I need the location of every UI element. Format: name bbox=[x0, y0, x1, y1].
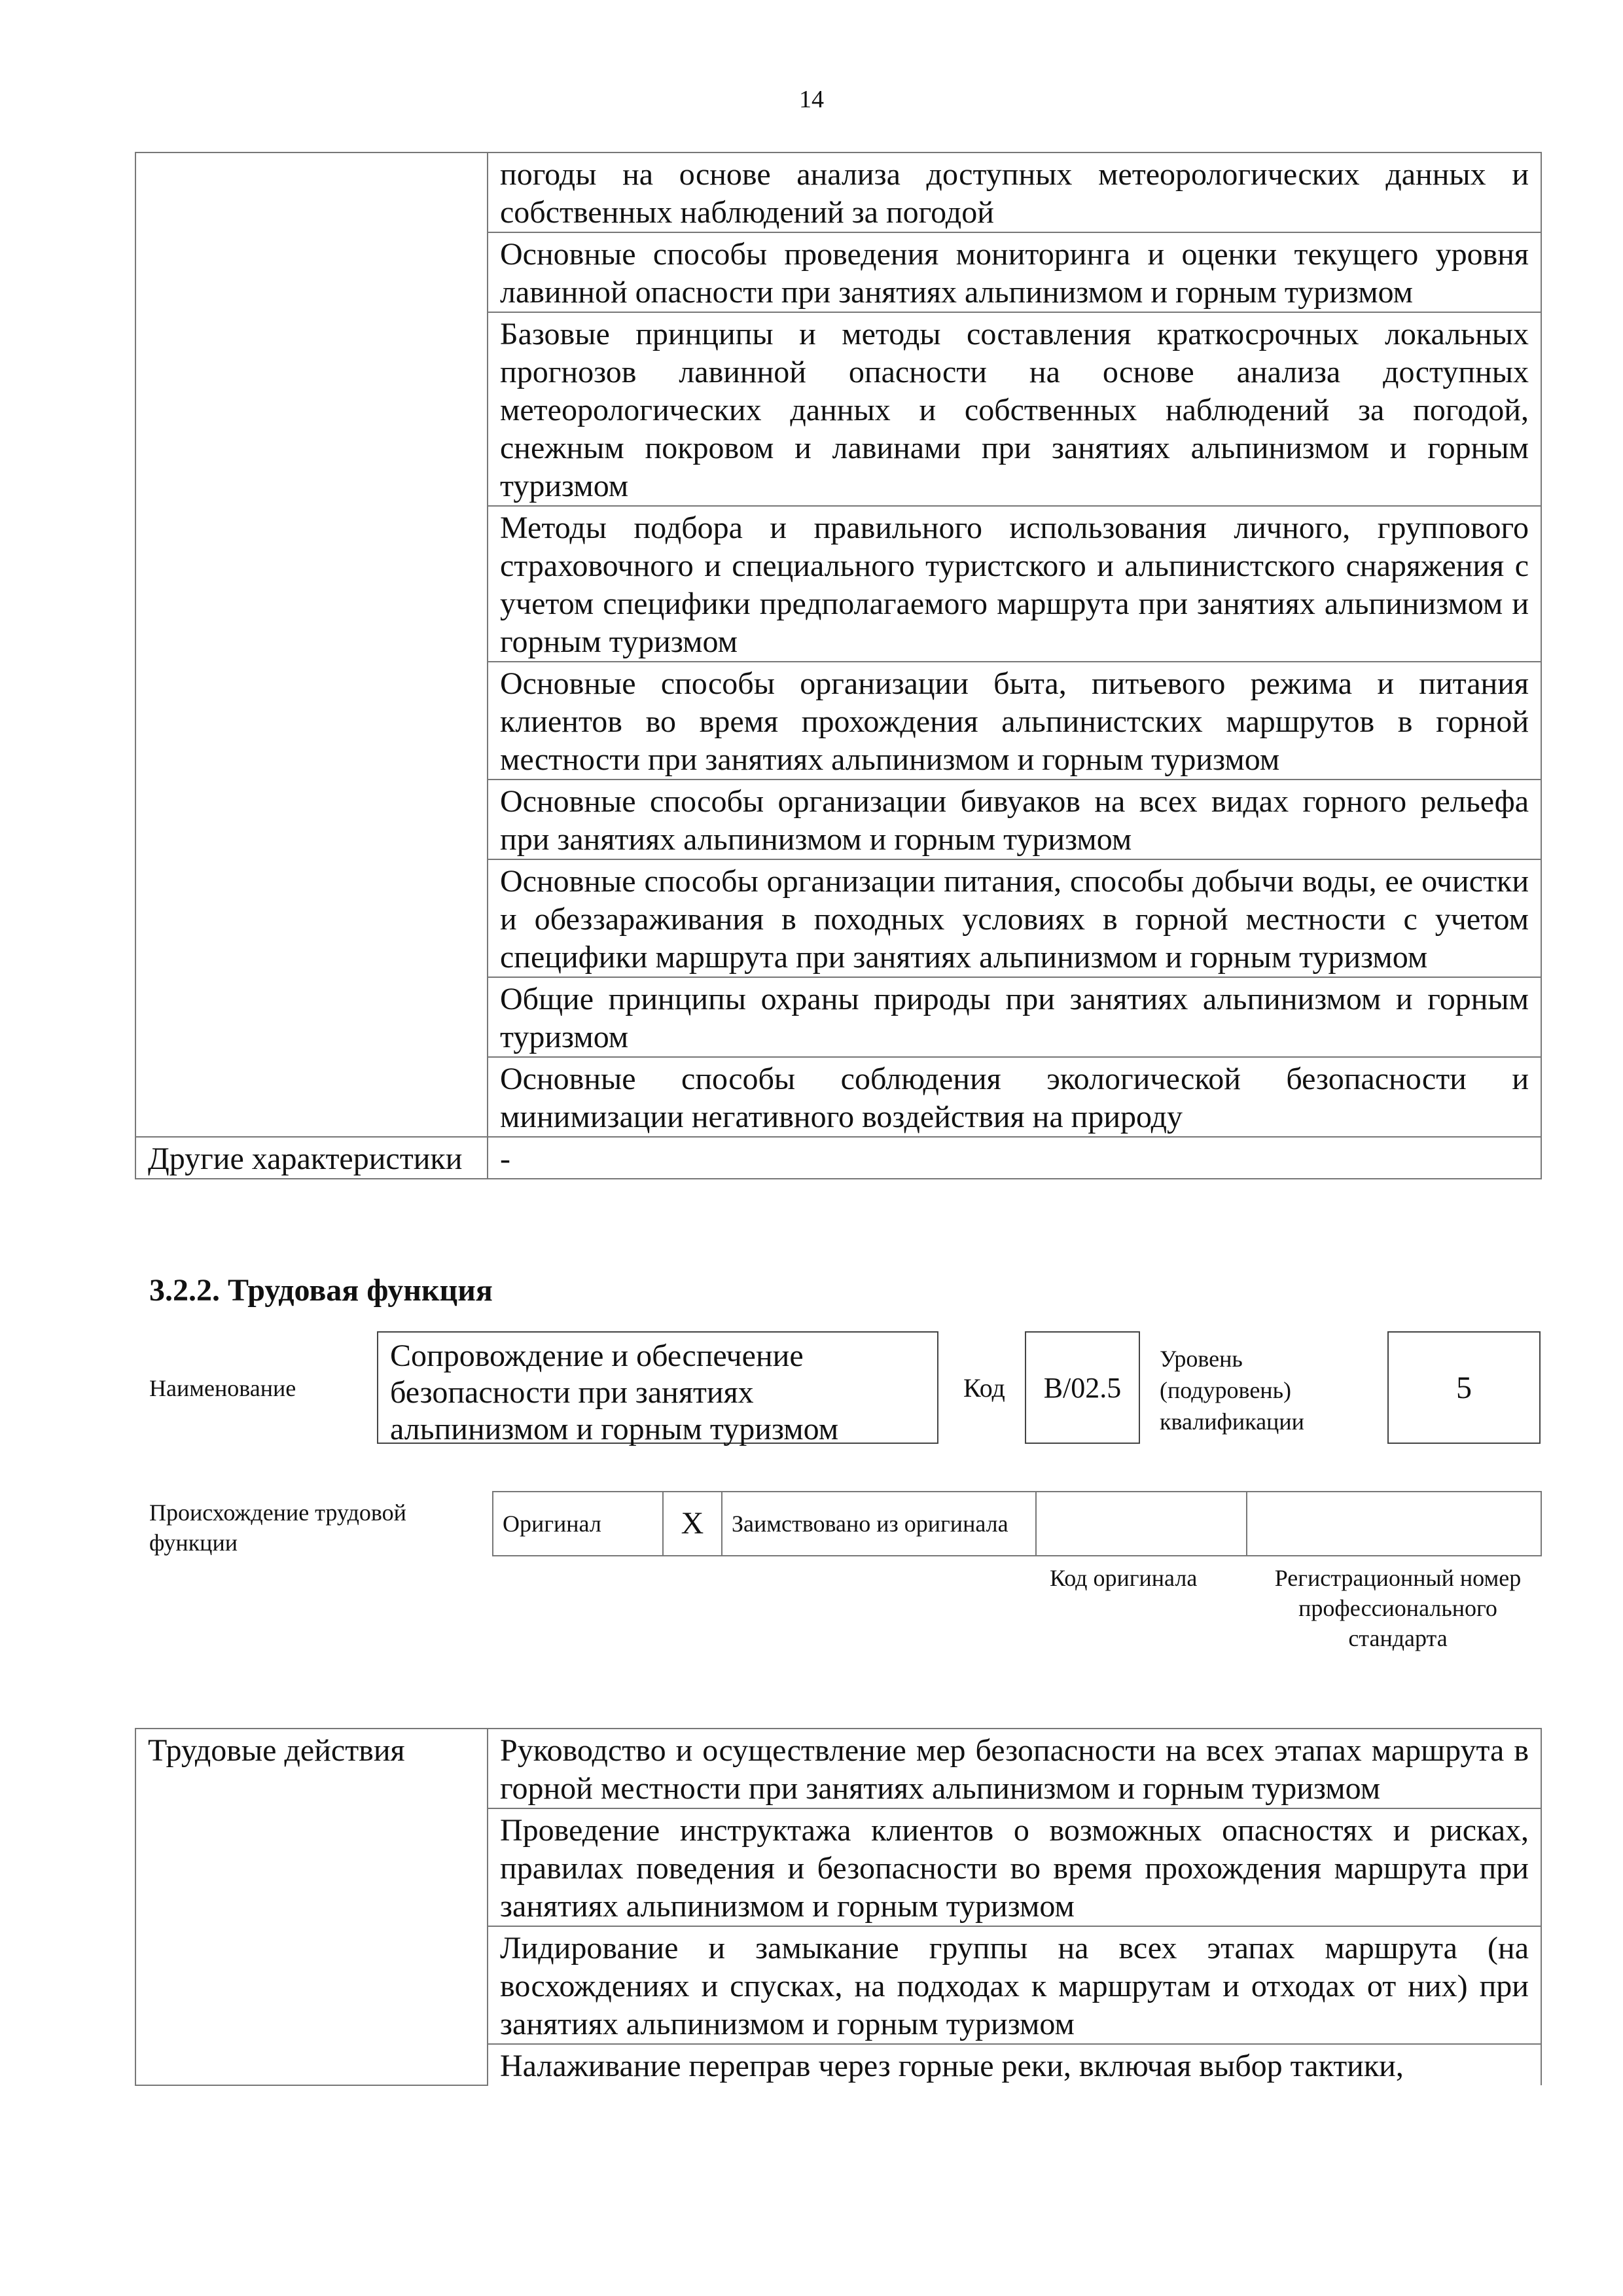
knowledge-item-3: Базовые принципы и методы составления краткосрочных локальных прогнозов лавинной опасности на основе анализа доступных метеорологических данных и собственных наблюдений за погодой, снежным покровом и лавинами при занятиях альпинизмом и горным туризмом bbox=[488, 312, 1541, 506]
level-value: 5 bbox=[1387, 1331, 1541, 1444]
knowledge-item-6: Основные способы организации бивуаков на всех видах горного рельефа при занятиях альпинизмом и горным туризмом bbox=[488, 780, 1541, 859]
borrowed-label: Заимствовано из оригинала bbox=[722, 1492, 1036, 1556]
table-row bbox=[493, 1492, 1541, 1556]
knowledge-label-cell bbox=[135, 152, 488, 1137]
table-row bbox=[135, 1729, 1541, 1808]
knowledge-item-1: погоды на основе анализа доступных метеорологических данных и собственных наблюдений за погодой bbox=[488, 152, 1541, 232]
other-characteristics-label: Другие характеристики bbox=[135, 1137, 488, 1179]
function-name-value: Сопровождение и обеспечение безопасности при занятиях альпинизмом и горным туризмом bbox=[377, 1331, 938, 1444]
origin-label: Происхождение трудовой функции bbox=[149, 1499, 406, 1556]
code-original-cell bbox=[1036, 1492, 1247, 1556]
level-label: Уровень (подуровень) квалификации bbox=[1160, 1346, 1304, 1435]
code-label: Код bbox=[963, 1373, 1005, 1403]
action-item-3: Лидирование и замыкание группы на всех этапах маршрута (на восхождениях и спусках, на подходах к маршрутам и отходах от них) при занятиях альпинизмом и горным туризмом bbox=[488, 1926, 1541, 2044]
knowledge-item-5: Основные способы организации быта, питьевого режима и питания клиентов во время прохождения альпинистских маршрутов в горной местности при занятиях альпинизмом и горным туризмом bbox=[488, 662, 1541, 780]
page-number: 14 bbox=[799, 86, 824, 113]
original-mark: X bbox=[663, 1492, 722, 1556]
knowledge-item-9: Основные способы соблюдения экологической безопасности и минимизации негативного воздействия на природу bbox=[488, 1057, 1541, 1137]
code-value: B/02.5 bbox=[1025, 1331, 1140, 1444]
name-label: Наименование bbox=[149, 1375, 296, 1401]
action-item-2: Проведение инструктажа клиентов о возможных опасностях и рисках, правилах поведения и безопасности во время прохождения маршрута при занятиях альпинизмом и горным туризмом bbox=[488, 1808, 1541, 1926]
table-row bbox=[135, 152, 1541, 232]
reg-number-caption: Регистрационный номер профессионального стандарта bbox=[1274, 1565, 1522, 1651]
action-item-1: Руководство и осуществление мер безопасности на всех этапах маршрута в горной местности при занятиях альпинизмом и горным туризмом bbox=[488, 1729, 1541, 1808]
other-characteristics-value: - bbox=[488, 1137, 1541, 1179]
reg-number-cell bbox=[1247, 1492, 1541, 1556]
action-item-4: Налаживание переправ через горные реки, включая выбор тактики, bbox=[488, 2044, 1541, 2085]
knowledge-item-8: Общие принципы охраны природы при занятиях альпинизмом и горным туризмом bbox=[488, 977, 1541, 1057]
original-label: Оригинал bbox=[493, 1492, 663, 1556]
actions-label: Трудовые действия bbox=[135, 1729, 488, 2085]
knowledge-item-2: Основные способы проведения мониторинга и оценки текущего уровня лавинной опасности при занятиях альпинизмом и горным туризмом bbox=[488, 232, 1541, 312]
origin-table bbox=[492, 1491, 1542, 1556]
knowledge-item-7: Основные способы организации питания, способы добычи воды, ее очистки и обеззараживания в походных условиях в горной местности с учетом специфики маршрута при занятиях альпинизмом и горным туризмом bbox=[488, 859, 1541, 977]
code-original-caption: Код оригинала bbox=[1050, 1565, 1198, 1591]
knowledge-item-4: Методы подбора и правильного использования личного, группового страховочного и специального туристского и альпинистского снаряжения с учетом специфики предполагаемого маршрута при занятиях альпинизмом и горным туризмом bbox=[488, 506, 1541, 662]
table-row bbox=[135, 1137, 1541, 1179]
section-title: 3.2.2. Трудовая функция bbox=[149, 1273, 493, 1308]
actions-table bbox=[135, 1728, 1542, 2086]
knowledge-table bbox=[135, 152, 1542, 1179]
